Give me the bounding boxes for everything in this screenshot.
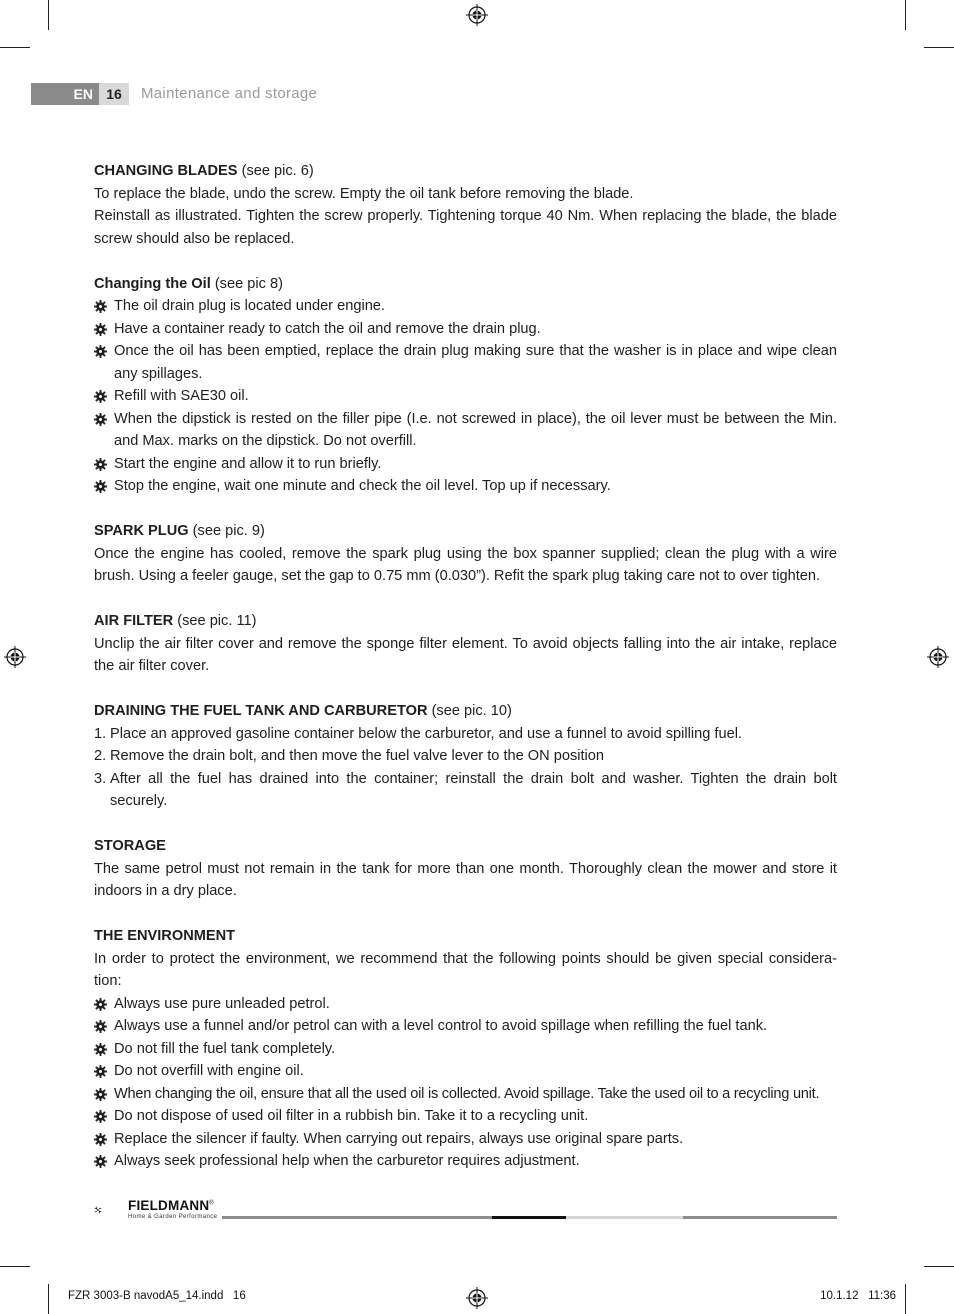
list-item: 3. After all the fuel has drained into the container; reinstall the drain bolt and washer. Tighten the drain bolt securely. [94,770,837,809]
brand-tagline: Home & Garden Performance [128,1214,218,1220]
section-heading: AIR FILTER (see pic. 11) [94,613,257,629]
paragraph: Unclip the air filter cover and remove the sponge filter element. To avoid objects falling into the air intake, replace the air filter cover. [94,635,837,674]
gear-bullet-icon [94,345,107,358]
section-air-filter [94,610,837,678]
gear-bullet-icon [94,390,107,403]
list-item: Always seek professional help when the carburetor requires adjustment. [94,1150,837,1173]
list-item: Once the oil has been emptied, replace the drain plug making sure that the washer is in place and wipe clean any spillages. [94,340,837,385]
section-spark-plug [94,520,837,588]
page-content [94,160,837,1195]
section-heading: CHANGING BLADES (see pic. 6) [94,163,314,179]
paragraph: In order to protect the environment, we recommend that the following points should be given special considera-tion: [94,950,837,989]
section-heading: DRAINING THE FUEL TANK AND CARBURETOR (see pic. 10) [94,703,512,719]
list-item: Do not dispose of used oil filter in a rubbish bin. Take it to a recycling unit. [94,1105,837,1128]
language-code: EN [73,86,93,102]
brand-name: FIELDMANN® [128,1198,214,1213]
list-item: Do not fill the fuel tank completely. [94,1038,837,1061]
list-item: Always use a funnel and/or petrol can with a level control to avoid spillage when refilling the fuel tank. [94,1015,837,1038]
list-item: When the dipstick is rested on the filler pipe (I.e. not screwed in place), the oil lever must be between the Min. and Max. marks on the dipstick. Do not overfill. [94,408,837,453]
section-heading: Changing the Oil (see pic 8) [94,275,283,292]
bullet-list [94,993,837,1173]
gear-bullet-icon [94,300,107,313]
registration-mark-icon [466,1287,488,1309]
registration-mark-icon [4,646,26,668]
print-slug-date: 10.1.12 11:36 [820,1290,896,1302]
gear-bullet-icon [94,1065,107,1078]
registration-mark-icon [927,646,949,668]
paragraph: To replace the blade, undo the screw. Empty the oil tank before removing the blade. [94,185,634,202]
page-number: 16 [99,83,129,105]
gear-bullet-icon [94,998,107,1011]
gear-bullet-icon [94,1043,107,1056]
paragraph: The same petrol must not remain in the tank for more than one month. Thoroughly clean the mower and store it indoors in a dry place. [94,860,837,899]
numbered-list [94,723,837,813]
footer-rule [222,1216,492,1219]
gear-bullet-icon [94,1088,107,1101]
crop-mark [924,47,954,48]
section-changing-oil [94,273,837,498]
paragraph: Once the engine has cooled, remove the spark plug using the box spanner supplied; clean the plug with a wire brush. Using a feeler gauge, set the gap to 0.75 mm (0.030”). Refit the spark plug taking care not to over tighten. [94,545,837,584]
list-item: Refill with SAE30 oil. [94,385,837,408]
crop-mark [0,1266,30,1267]
section-environment [94,925,837,1173]
list-item: 2. Remove the drain bolt, and then move the fuel valve lever to the ON position [94,748,605,764]
gear-bullet-icon [94,413,107,426]
gear-bullet-icon [94,458,107,471]
list-item: 1. Place an approved gasoline container below the carburetor, and use a funnel to avoid spilling fuel. [94,725,743,742]
gear-bullet-icon [94,323,107,336]
crop-mark [905,0,906,30]
print-slug-file: FZR 3003-B navodA5_14.indd 16 [68,1290,246,1302]
crop-mark [48,1284,49,1314]
footer-rule [492,1216,566,1219]
crop-mark [924,1266,954,1267]
fieldmann-logo-icon [94,1194,126,1226]
gear-bullet-icon [94,1110,107,1123]
list-item: Do not overfill with engine oil. [94,1060,837,1083]
crop-mark [905,1284,906,1314]
list-item: Always use pure unleaded petrol. [94,993,837,1016]
registration-mark-icon [466,4,488,26]
section-heading: THE ENVIRONMENT [94,928,236,944]
section-title: Maintenance and storage [141,85,318,102]
section-heading: STORAGE [94,838,166,854]
list-item: Start the engine and allow it to run briefly. [94,453,837,476]
gear-bullet-icon [94,1155,107,1168]
section-changing-blades [94,160,837,250]
list-item: When changing the oil, ensure that all the used oil is collected. Avoid spillage. Take the used oil to a recycling unit. [94,1083,837,1106]
section-storage [94,835,837,903]
gear-bullet-icon [94,1020,107,1033]
paragraph: Reinstall as illustrated. Tighten the screw properly. Tightening torque 40 Nm. When replacing the blade, the blade screw should also be replaced. [94,208,837,247]
list-item: Have a container ready to catch the oil and remove the drain plug. [94,318,837,341]
gear-bullet-icon [94,1133,107,1146]
list-item: Replace the silencer if faulty. When carrying out repairs, always use original spare parts. [94,1128,837,1151]
bullet-list [94,295,837,498]
footer-rule [566,1216,683,1219]
section-heading: SPARK PLUG (see pic. 9) [94,523,265,539]
crop-mark [0,47,30,48]
crop-mark [48,0,49,30]
list-item: Stop the engine, wait one minute and check the oil level. Top up if necessary. [94,475,837,498]
section-draining-fuel [94,700,837,813]
gear-bullet-icon [94,480,107,493]
list-item: The oil drain plug is located under engine. [94,295,837,318]
footer-rule [683,1216,837,1219]
